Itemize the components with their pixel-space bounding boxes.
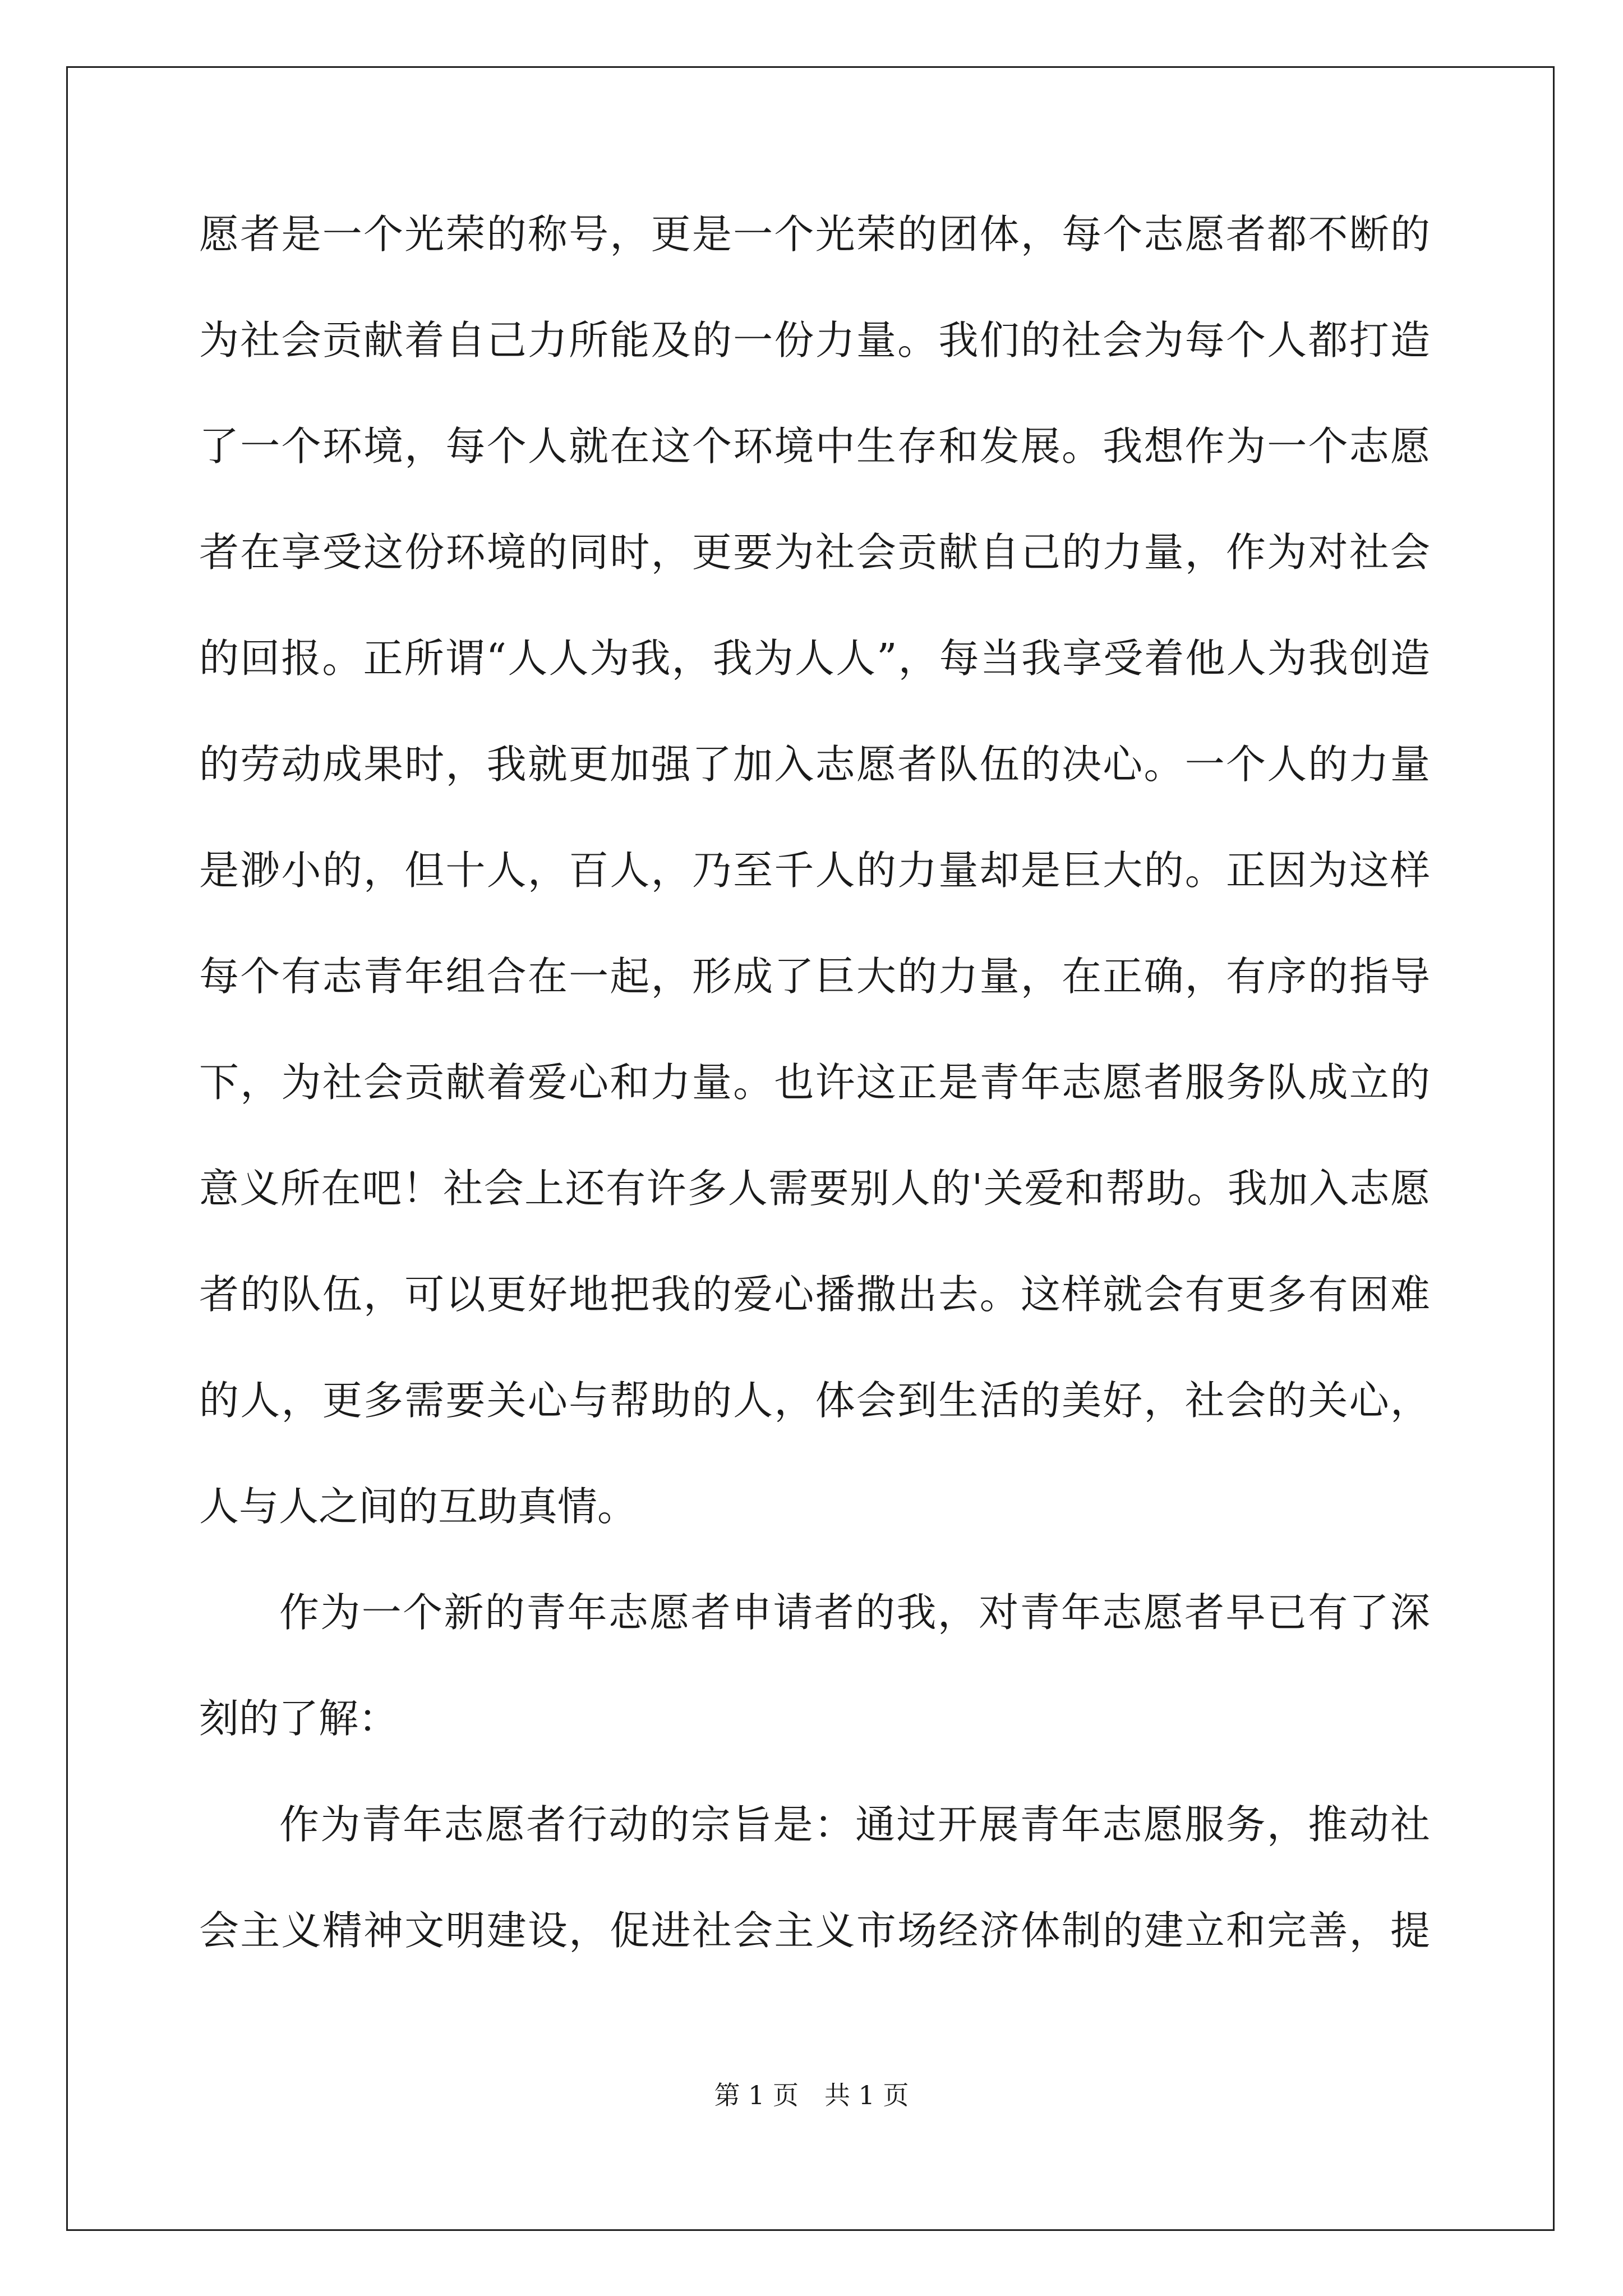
text-line: 是渺小的，但十人，百人，乃至千人的力量却是巨大的。正因为这样 <box>199 847 1430 894</box>
text-line: 下，为社会贡献着爱心和力量。也许这正是青年志愿者服务队成立的 <box>199 1059 1430 1106</box>
text-line: 刻的了解： <box>199 1695 399 1742</box>
text-line: 的人，更多需要关心与帮助的人，体会到生活的美好，社会的关心， <box>199 1377 1430 1424</box>
document-body <box>199 208 1430 2010</box>
text-line: 愿者是一个光荣的称号，更是一个光荣的团体，每个志愿者都不断的 <box>199 211 1430 257</box>
text-line: 会主义精神文明建设，促进社会主义市场经济体制的建立和完善，提 <box>199 1907 1430 1954</box>
text-line: 了一个环境，每个人就在这个环境中生存和发展。我想作为一个志愿 <box>199 423 1430 470</box>
text-line: 每个有志青年组合在一起，形成了巨大的力量，在正确，有序的指导 <box>199 953 1430 1000</box>
text-line: 者在享受这份环境的同时，更要为社会贡献自己的力量，作为对社会 <box>199 529 1430 576</box>
text-line: 的回报。正所谓“人人为我，我为人人”，每当我享受着他人为我创造 <box>199 635 1430 682</box>
text-line: 作为青年志愿者行动的宗旨是：通过开展青年志愿服务，推动社 <box>279 1801 1430 1848</box>
text-line: 意义所在吧！社会上还有许多人需要别人的'关爱和帮助。我加入志愿 <box>199 1165 1430 1212</box>
text-line: 作为一个新的青年志愿者申请者的我，对青年志愿者早已有了深 <box>279 1589 1430 1636</box>
page-total: 共 1 页 <box>824 2080 909 2110</box>
text-line: 的劳动成果时，我就更加强了加入志愿者队伍的决心。一个人的力量 <box>199 741 1430 788</box>
page-footer <box>0 2078 1623 2112</box>
page-number: 第 1 页 <box>714 2080 799 2110</box>
text-line: 人与人之间的互助真情。 <box>199 1483 638 1530</box>
text-line: 者的队伍，可以更好地把我的爱心播撒出去。这样就会有更多有困难 <box>199 1271 1430 1318</box>
text-line: 为社会贡献着自己力所能及的一份力量。我们的社会为每个人都打造 <box>199 317 1430 364</box>
